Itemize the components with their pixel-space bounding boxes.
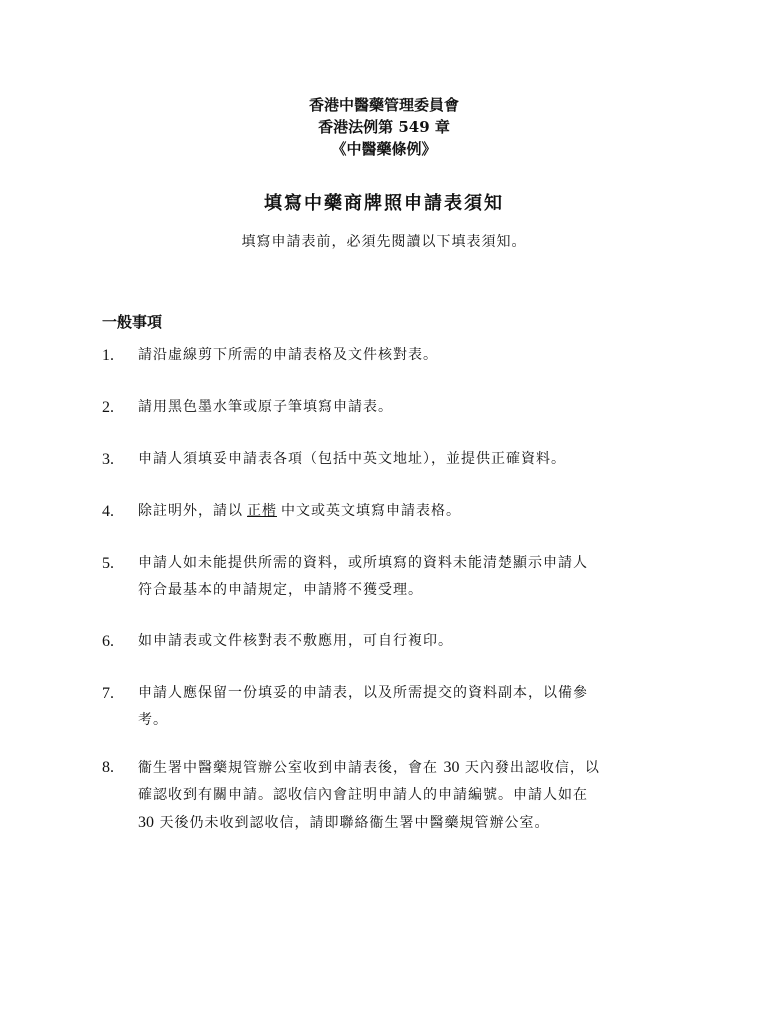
- item-number: 6.: [102, 633, 114, 650]
- item-line: 申請人如未能提供所需的資料，或所填寫的資料未能清楚顯示申請人: [138, 555, 588, 571]
- item-number: 2.: [102, 399, 114, 416]
- item-line: 符合最基本的申請規定，申請將不獲受理。: [138, 582, 423, 598]
- section-heading: 一般事項: [102, 313, 163, 331]
- item-text-after: 中文或英文填寫申請表格。: [281, 503, 461, 519]
- item-number: 3.: [102, 451, 114, 468]
- page-title: 填寫中藥商牌照申請表須知: [264, 193, 504, 214]
- council-name: 香港中醫藥管理委員會: [308, 96, 459, 114]
- item-line: 申請人應保留一份填妥的申請表，以及所需提交的資料副本，以備參: [138, 685, 588, 701]
- item-line: 考。: [138, 712, 168, 728]
- emphasis-underlined: 正楷: [247, 503, 277, 519]
- item-text-segment: 衞生署中醫藥規管辦公室收到申請表後，會在: [138, 760, 438, 776]
- item-line: [138, 754, 698, 782]
- item-line: 請沿虛線剪下所需的申請表格及文件核對表。: [138, 347, 438, 363]
- item-text-segment: 天內發出認收信，以: [464, 760, 600, 776]
- item-text: [138, 394, 698, 421]
- item-line: [138, 498, 698, 525]
- item-number: 8.: [102, 759, 114, 776]
- item-text-before: 除註明外，請以: [138, 503, 243, 519]
- item-number: 5.: [102, 555, 114, 572]
- item-text: [138, 498, 698, 525]
- item-text: [138, 628, 698, 655]
- item-line: [138, 809, 698, 837]
- item-text: [138, 754, 698, 837]
- item-text: [138, 342, 698, 369]
- intro-text: 填寫申請表前，必須先閱讀以下填表須知。: [241, 234, 527, 250]
- document-header: [0, 94, 768, 160]
- item-number: 7.: [102, 685, 114, 702]
- item-number: 1.: [102, 347, 114, 364]
- item-text: [138, 446, 698, 473]
- item-line: 如申請表或文件核對表不敷應用，可自行複印。: [138, 633, 453, 649]
- ordinance-chapter: 香港法例第 549 章: [318, 118, 450, 136]
- item-line: 申請人須填妥申請表各項（包括中英文地址），並提供正確資料。: [138, 451, 566, 467]
- item-text: [138, 680, 698, 734]
- item-line: 請用黑色墨水筆或原子筆填寫申請表。: [138, 399, 393, 415]
- item-line: 確認收到有關申請。認收信內會註明申請人的申請編號。申請人如在: [138, 787, 588, 803]
- ordinance-name: 《中醫藥條例》: [331, 140, 437, 158]
- item-text-segment: 天後仍未收到認收信，請即聯絡衞生署中醫藥規管辦公室。: [159, 815, 550, 831]
- item-number: 4.: [102, 503, 114, 520]
- day-count: 30: [443, 759, 460, 776]
- item-text: [138, 550, 698, 604]
- day-count: 30: [138, 814, 154, 831]
